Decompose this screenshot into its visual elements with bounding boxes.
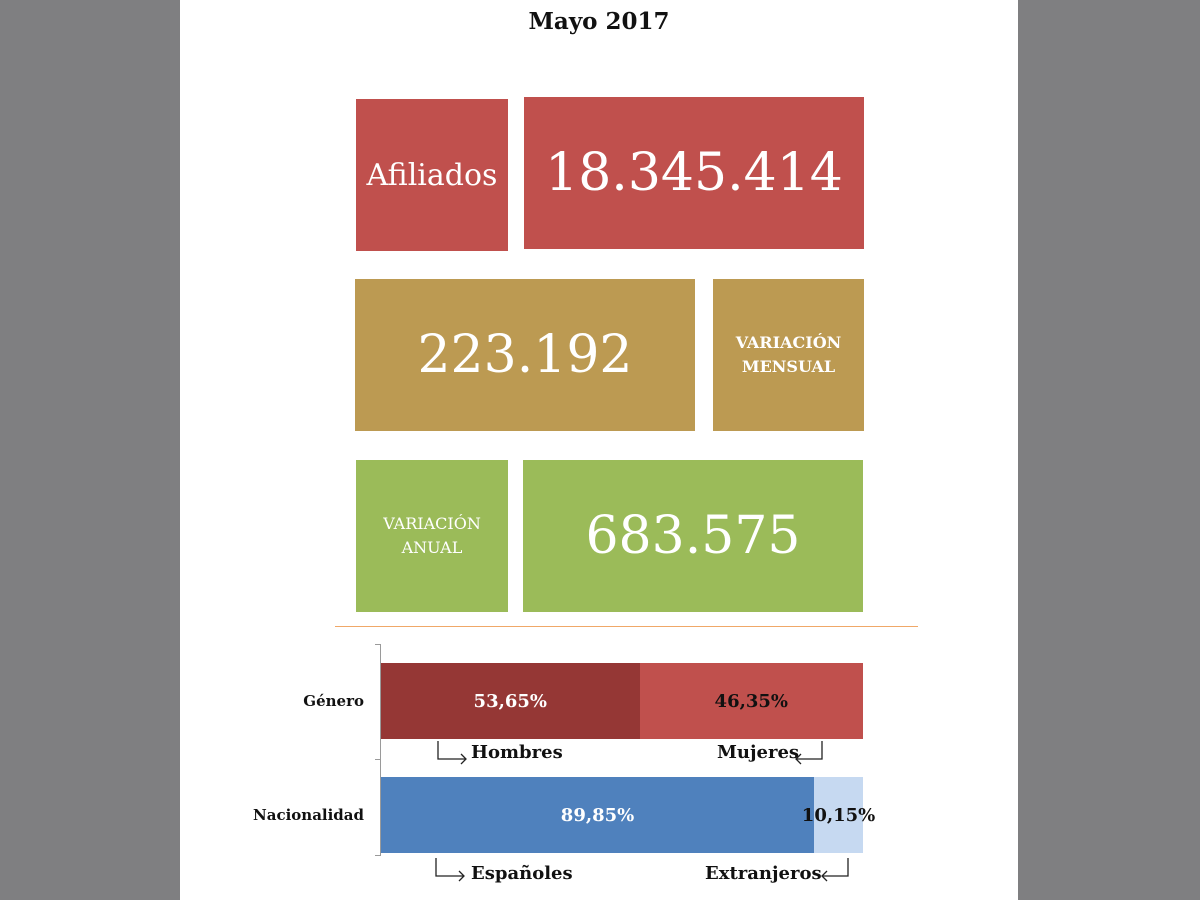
afiliados-value-box: 18.345.414 xyxy=(524,97,864,249)
variacion-mensual-value-box: 223.192 xyxy=(355,279,695,431)
data-label-espanoles: 89,85% xyxy=(560,804,635,826)
legend-espanoles: Españoles xyxy=(471,863,573,884)
bar-segment-hombres xyxy=(381,663,640,739)
espanoles-arrow-icon xyxy=(434,858,468,882)
category-label-nacionalidad: Nacionalidad xyxy=(253,806,364,824)
mujeres-arrow-icon xyxy=(792,741,826,765)
report-page xyxy=(180,0,1018,900)
legend-mujeres: Mujeres xyxy=(717,742,800,763)
extranjeros-arrow-icon xyxy=(818,858,852,882)
legend-hombres: Hombres xyxy=(471,742,563,763)
variacion-anual-value-box: 683.575 xyxy=(523,460,863,612)
axis-tick xyxy=(375,644,381,645)
bar-segment-extranjeros xyxy=(801,777,876,853)
afiliados-label-box: Afiliados xyxy=(356,99,508,251)
section-divider xyxy=(335,626,918,627)
legend-extranjeros: Extranjeros xyxy=(705,863,822,884)
data-label-extranjeros: 10,15% xyxy=(801,804,876,826)
data-label-hombres: 53,65% xyxy=(473,690,548,712)
bar-segment-espanoles xyxy=(381,777,814,853)
page-title: Mayo 2017 xyxy=(528,8,670,35)
bar-segment-mujeres xyxy=(640,663,863,739)
axis-tick xyxy=(375,855,381,856)
category-label-genero: Género xyxy=(303,692,364,710)
axis-tick xyxy=(375,759,381,760)
variacion-anual-label-box: VARIACIÓN ANUAL xyxy=(356,460,508,612)
data-label-mujeres: 46,35% xyxy=(714,690,789,712)
variacion-mensual-label-box: VARIACIÓN MENSUAL xyxy=(713,279,864,431)
hombres-arrow-icon xyxy=(436,741,470,765)
